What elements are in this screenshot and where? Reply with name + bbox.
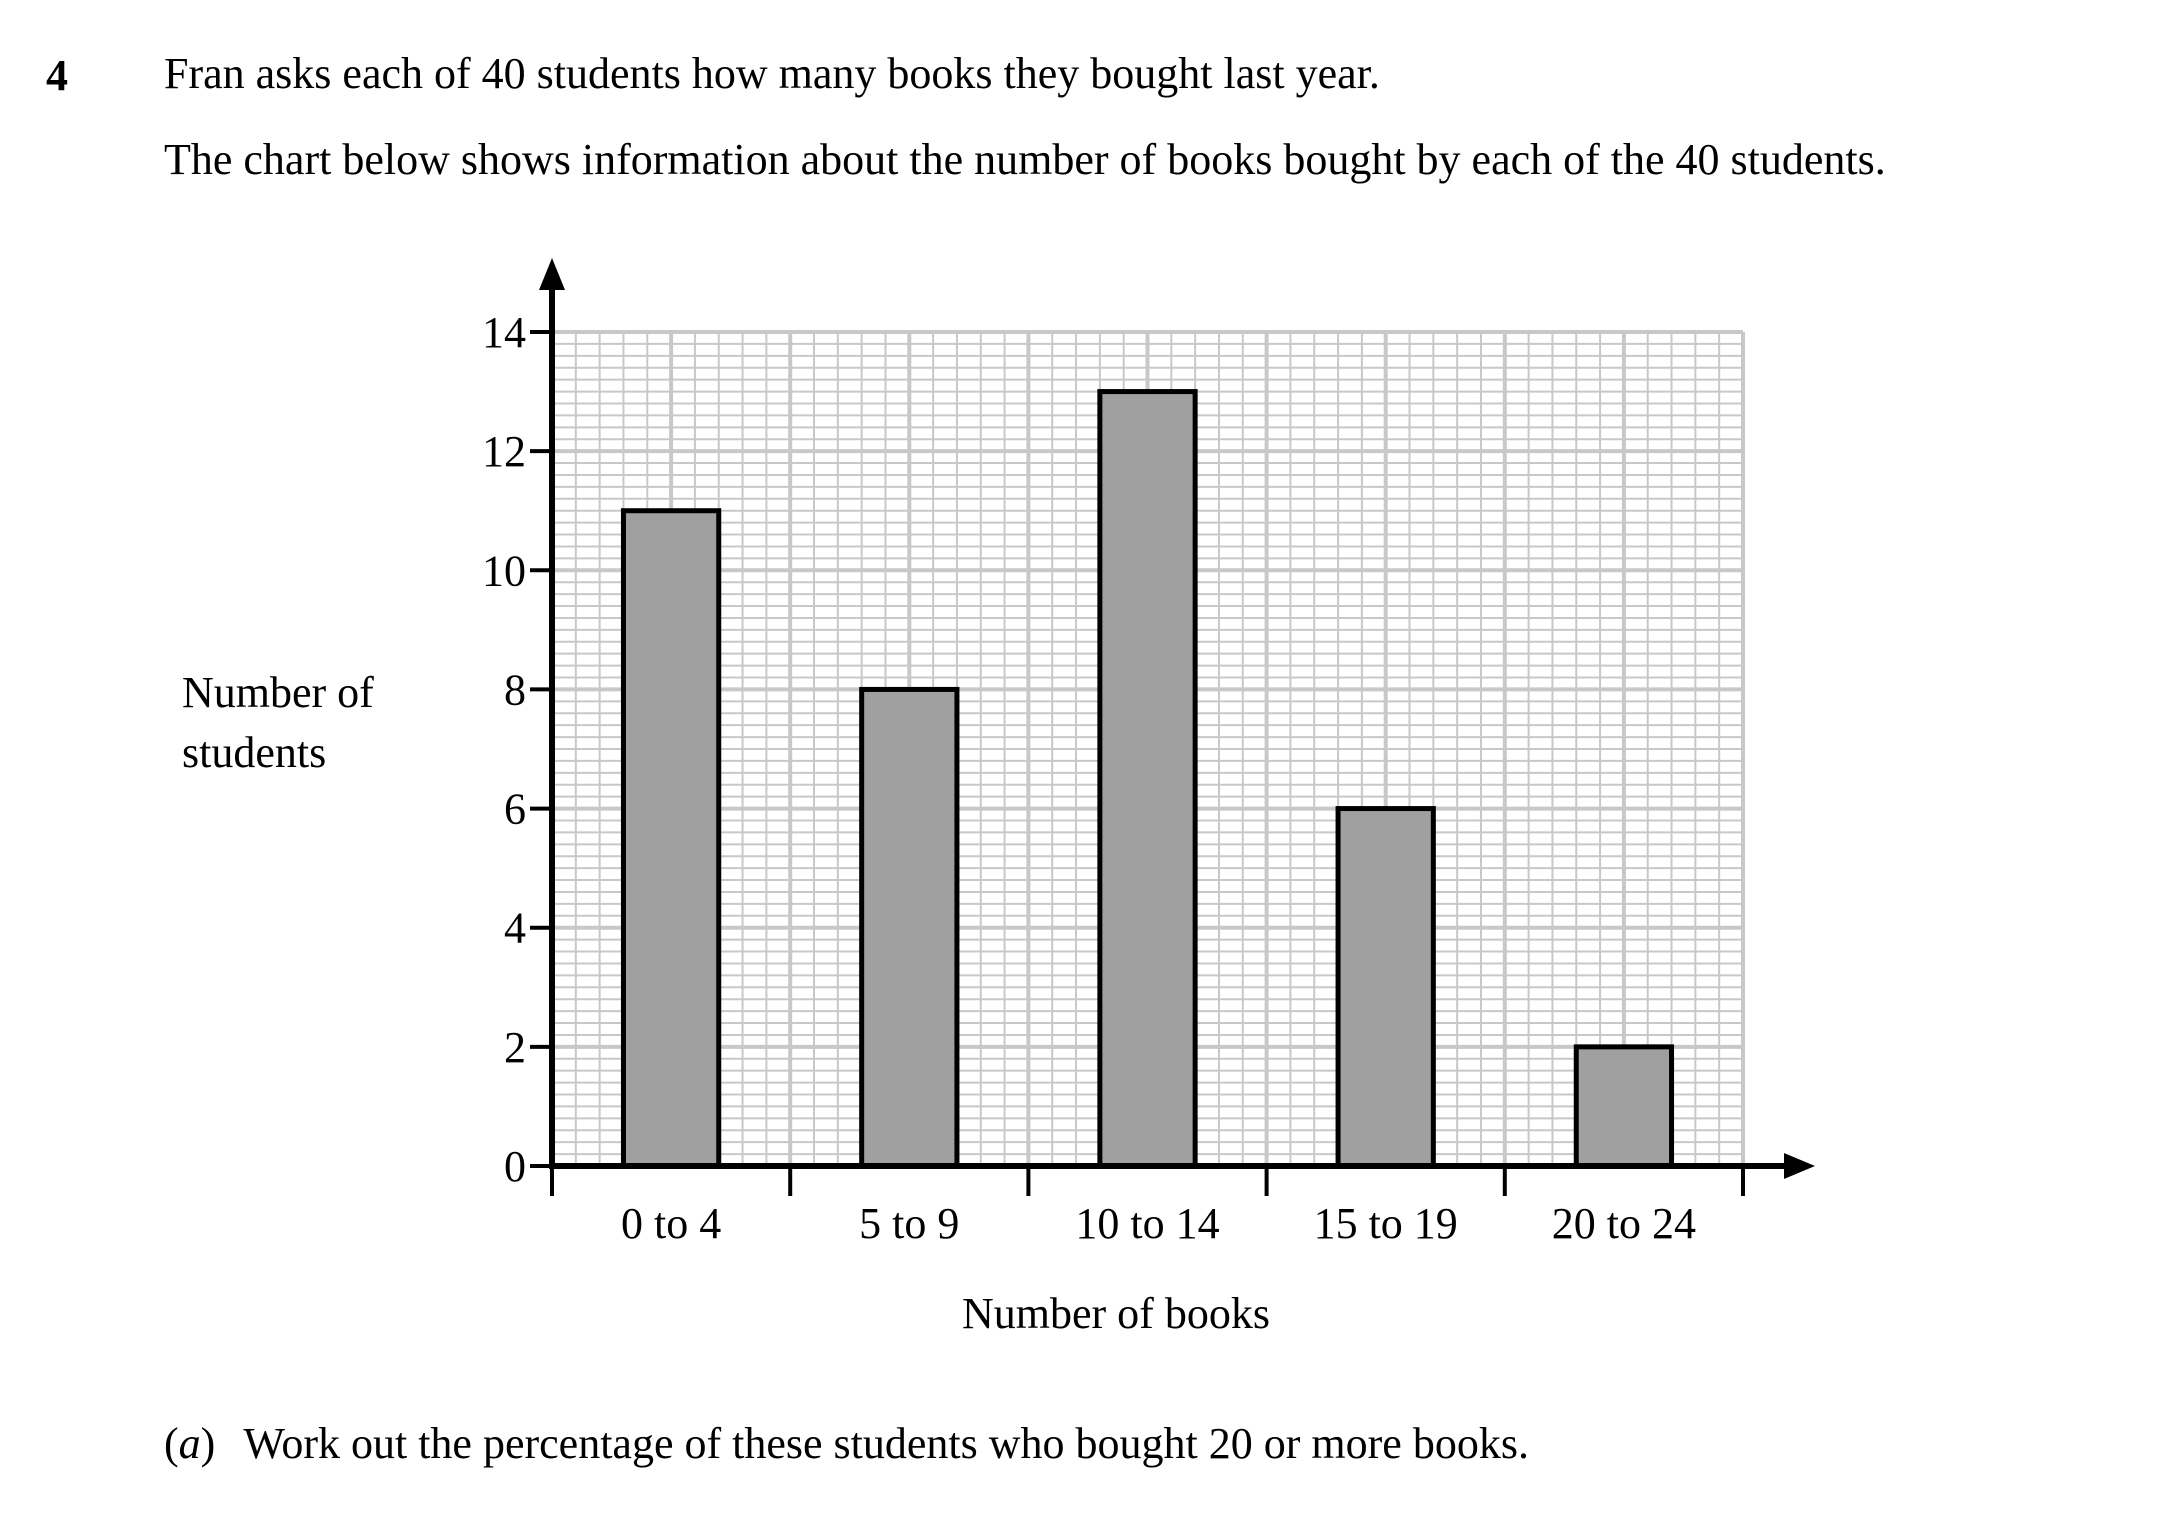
question-text-line-2: The chart below shows information about the number of books bought by each of the 40 students. [164,135,1886,184]
part-a-label: a [178,1419,201,1468]
bar-1 [623,511,718,1166]
question-text-line-1: Fran asks each of 40 students how many books they bought last year. [164,49,1380,98]
bar-3 [1100,392,1195,1166]
y-axis-ticks [482,308,552,1191]
x-axis-arrow-icon [1784,1153,1815,1179]
y-tick-label: 14 [482,308,526,357]
y-axis-arrow-icon [539,258,565,290]
y-axis-label-line-1: Number of [182,668,374,717]
y-tick-label: 2 [504,1022,526,1072]
y-tick-label: 4 [504,903,526,953]
y-tick-label: 12 [482,427,526,477]
y-tick-label: 0 [504,1142,526,1191]
x-axis-label: Number of books [962,1289,1270,1338]
part-a-question: (a) Work out the percentage of these students who bought 20 or more books. [164,1419,1529,1468]
x-category-label: 15 to 19 [1313,1199,1458,1248]
y-tick-label: 8 [504,665,526,715]
chart-bars [623,392,1671,1166]
x-category-label: 20 to 24 [1551,1199,1697,1248]
x-axis-ticks [552,1166,1743,1248]
y-axis-label-line-2: students [182,728,327,777]
y-tick-label: 10 [482,546,526,596]
part-a-text: Work out the percentage of these students who bought 20 or more books. [243,1419,1529,1468]
bar-4 [1338,809,1433,1166]
y-tick-label: 6 [504,784,526,834]
x-category-label: 10 to 14 [1075,1199,1220,1248]
question-number: 4 [46,51,68,100]
bar-5 [1576,1047,1671,1166]
x-category-label: 5 to 9 [859,1199,960,1248]
y-axis-label [182,663,374,783]
bar-2 [862,689,957,1166]
x-category-label: 0 to 4 [620,1199,722,1248]
